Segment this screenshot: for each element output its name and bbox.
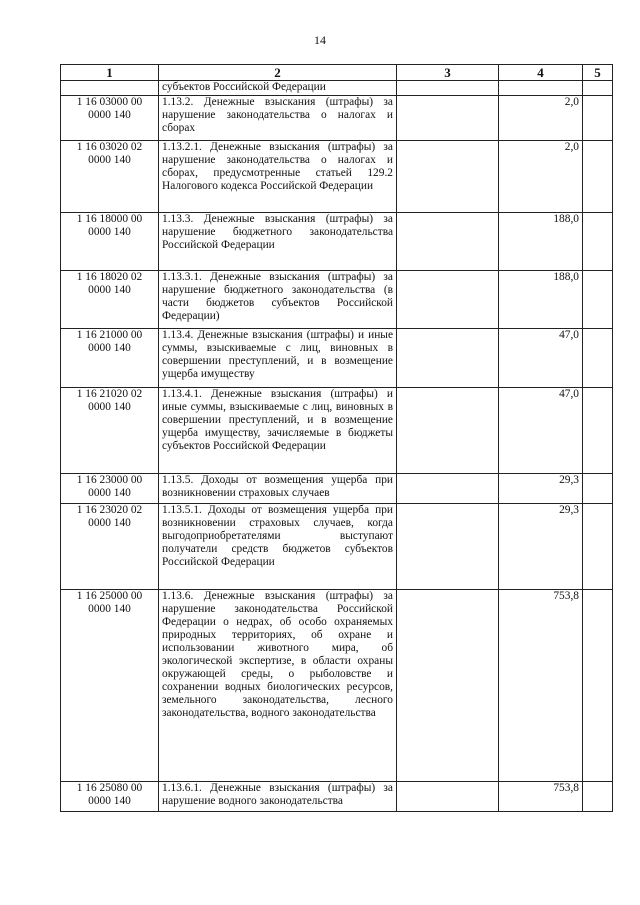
- table-row: [61, 388, 613, 474]
- row-name: субъектов Российской Федерации: [159, 81, 397, 96]
- row-code: [61, 81, 159, 96]
- row-code: 1 16 18000 00 0000 140: [61, 213, 159, 271]
- row-col3: [397, 213, 499, 271]
- table-header-row: [61, 65, 613, 81]
- row-col3: [397, 782, 499, 812]
- table-row: [61, 271, 613, 329]
- row-col5: [583, 329, 613, 388]
- row-amount: 29,3: [499, 474, 583, 504]
- table-row: [61, 213, 613, 271]
- row-col3: [397, 96, 499, 141]
- row-col5: [583, 590, 613, 782]
- table-row: [61, 329, 613, 388]
- row-name: 1.13.3. Денежные взыскания (штрафы) за нарушение бюджетного законодательства Российской Федерации: [159, 213, 397, 271]
- row-code: 1 16 21000 00 0000 140: [61, 329, 159, 388]
- row-amount: 47,0: [499, 388, 583, 474]
- row-col5: [583, 96, 613, 141]
- column-header-3: 3: [397, 65, 499, 81]
- row-name: 1.13.2.1. Денежные взыскания (штрафы) за нарушение законодательства о налогах и сборах, предусмотренные статьей 129.2 Налогового кодекса Российской Федерации: [159, 141, 397, 213]
- row-col5: [583, 81, 613, 96]
- table-row: [61, 474, 613, 504]
- row-col3: [397, 81, 499, 96]
- row-amount: 753,8: [499, 590, 583, 782]
- row-code: 1 16 03000 00 0000 140: [61, 96, 159, 141]
- table-row: [61, 81, 613, 96]
- row-name: 1.13.4. Денежные взыскания (штрафы) и иные суммы, взыскиваемые с лиц, виновных в совершении преступлений, и в возмещение ущерба имуществу: [159, 329, 397, 388]
- row-amount: 188,0: [499, 213, 583, 271]
- row-code: 1 16 18020 02 0000 140: [61, 271, 159, 329]
- row-amount: 2,0: [499, 96, 583, 141]
- row-name: 1.13.6.1. Денежные взыскания (штрафы) за нарушение водного законодательства: [159, 782, 397, 812]
- table-row: [61, 590, 613, 782]
- row-name: 1.13.2. Денежные взыскания (штрафы) за нарушение законодательства о налогах и сборах: [159, 96, 397, 141]
- row-col5: [583, 141, 613, 213]
- row-amount: 29,3: [499, 504, 583, 590]
- row-code: 1 16 21020 02 0000 140: [61, 388, 159, 474]
- row-name: 1.13.4.1. Денежные взыскания (штрафы) и иные суммы, взыскиваемые с лиц, виновных в совершении преступлений, и в возмещение ущерба имуществу, зачисляемые в бюджеты субъектов Российской Федерации: [159, 388, 397, 474]
- row-code: 1 16 03020 02 0000 140: [61, 141, 159, 213]
- row-amount: 753,8: [499, 782, 583, 812]
- row-amount: 188,0: [499, 271, 583, 329]
- row-col3: [397, 329, 499, 388]
- column-header-1: 1: [61, 65, 159, 81]
- row-name: 1.13.5. Доходы от возмещения ущерба при возникновении страховых случаев: [159, 474, 397, 504]
- column-header-5: 5: [583, 65, 613, 81]
- page-number: 14: [314, 33, 326, 47]
- row-code: 1 16 23000 00 0000 140: [61, 474, 159, 504]
- row-name: 1.13.5.1. Доходы от возмещения ущерба при возникновении страховых случаев, когда выгодоприобретателями выступают получатели средств бюджетов субъектов Российской Федерации: [159, 504, 397, 590]
- table-row: [61, 96, 613, 141]
- column-header-2: 2: [159, 65, 397, 81]
- row-name: 1.13.3.1. Денежные взыскания (штрафы) за нарушение бюджетного законодательства (в части бюджетов субъектов Российской Федерации): [159, 271, 397, 329]
- row-col5: [583, 388, 613, 474]
- row-col5: [583, 782, 613, 812]
- row-col3: [397, 388, 499, 474]
- row-amount: [499, 81, 583, 96]
- row-col3: [397, 141, 499, 213]
- row-code: 1 16 25080 00 0000 140: [61, 782, 159, 812]
- row-col3: [397, 474, 499, 504]
- row-col5: [583, 474, 613, 504]
- row-col3: [397, 504, 499, 590]
- row-name: 1.13.6. Денежные взыскания (штрафы) за нарушение законодательства Российской Федерации о недрах, об особо охраняемых природных территориях, об охране и использовании животного мира, об экологической экспертизе, в области охраны окружающей среды, о рыболовстве и сохранении водных биологических ресурсов, земельного законодательства, лесного законодательства, водного законодательства: [159, 590, 397, 782]
- row-amount: 47,0: [499, 329, 583, 388]
- table-row: [61, 141, 613, 213]
- revenue-table: [60, 64, 613, 812]
- row-col5: [583, 271, 613, 329]
- table-row: [61, 782, 613, 812]
- row-col3: [397, 590, 499, 782]
- row-col5: [583, 504, 613, 590]
- table-row: [61, 504, 613, 590]
- column-header-4: 4: [499, 65, 583, 81]
- row-col5: [583, 213, 613, 271]
- row-amount: 2,0: [499, 141, 583, 213]
- row-code: 1 16 23020 02 0000 140: [61, 504, 159, 590]
- row-col3: [397, 271, 499, 329]
- row-code: 1 16 25000 00 0000 140: [61, 590, 159, 782]
